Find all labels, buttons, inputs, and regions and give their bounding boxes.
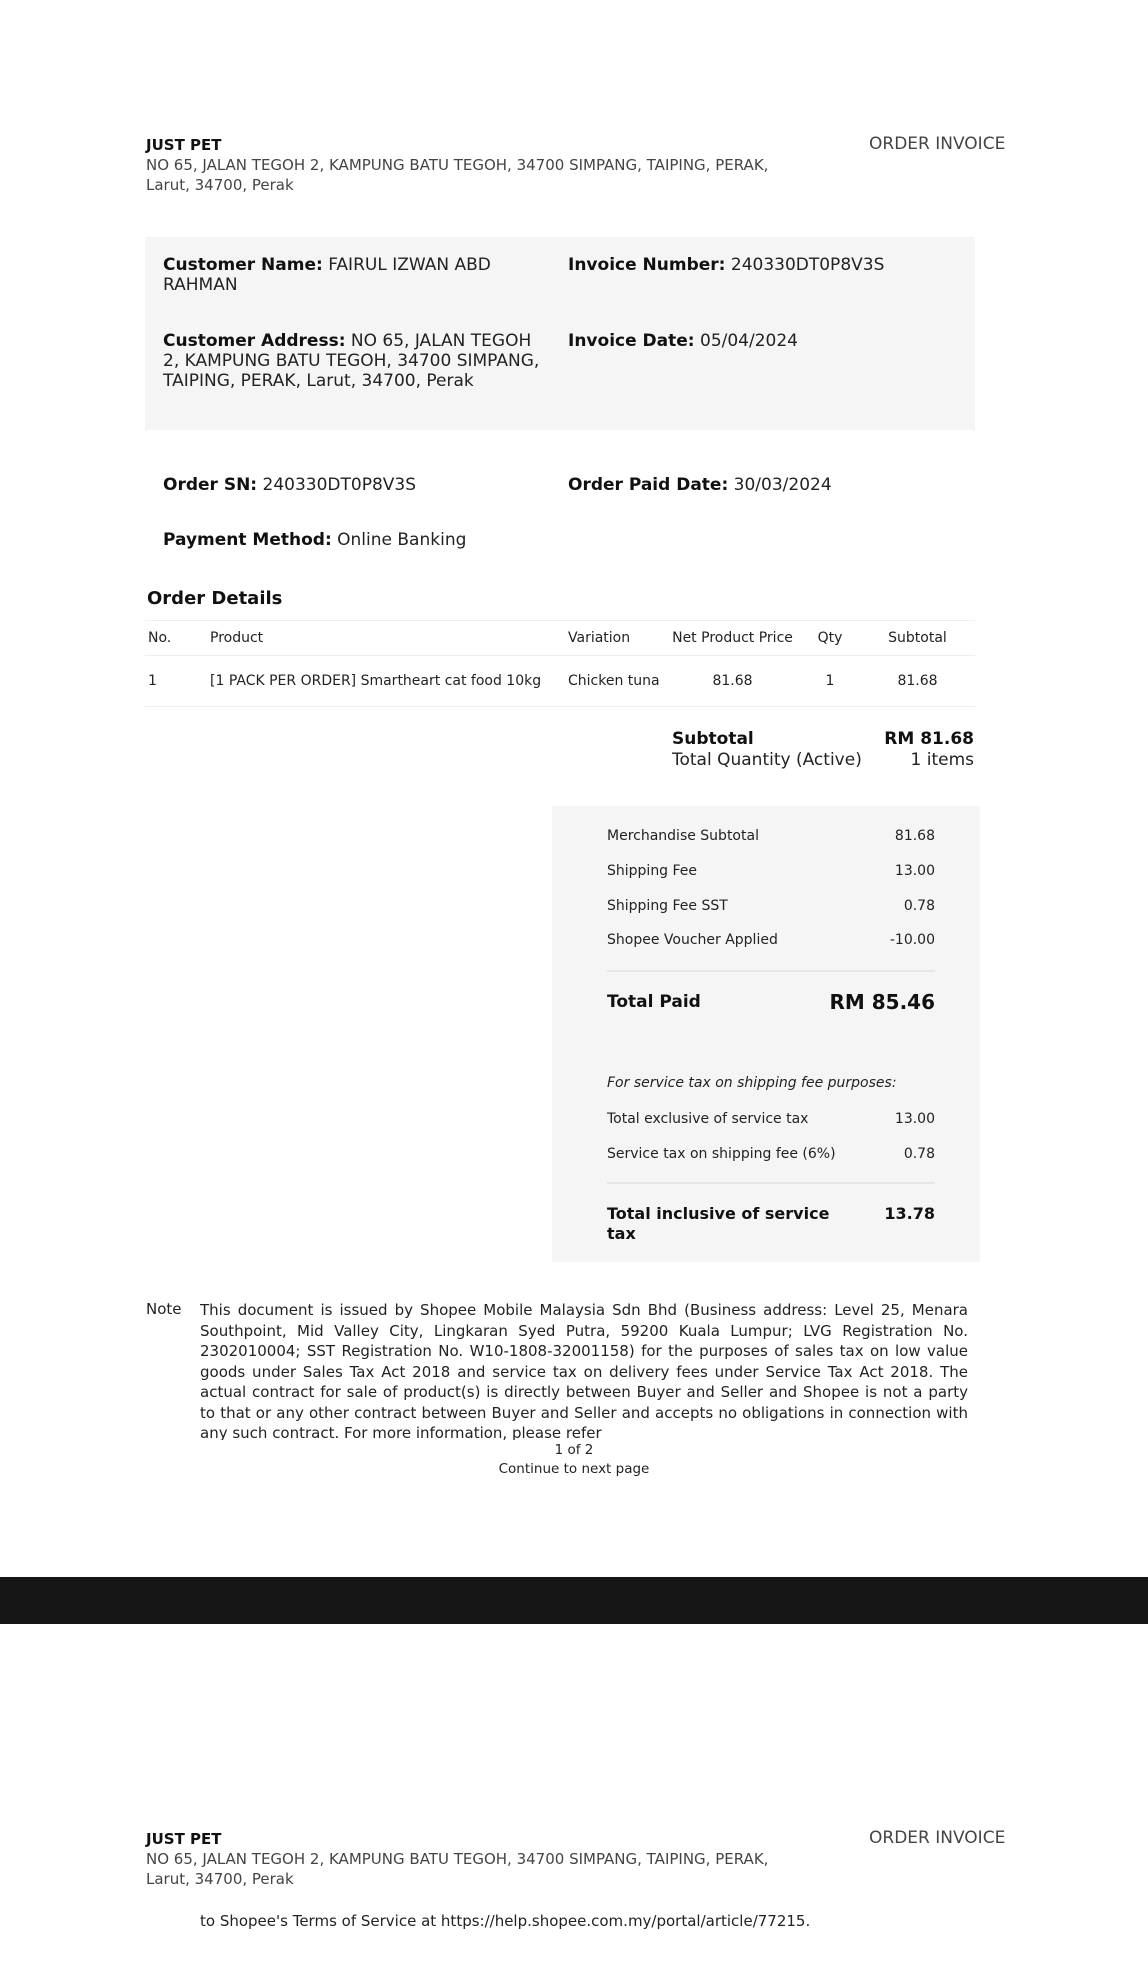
seller-address [146,155,768,195]
order-items-table [145,620,975,707]
voucher-label: Shopee Voucher Applied [607,932,778,948]
customer-address-label: Customer Address: [163,331,346,351]
merchandise-subtotal-label: Merchandise Subtotal [607,828,759,844]
customer-address-value: NO 65, JALAN TEGOH 2, KAMPUNG BATU TEGOH, 34700 SIMPANG, TAIPING, PERAK, Larut, 34700, Perak [163,331,540,391]
page-separator [0,1577,1148,1624]
note-continued: to Shopee's Terms of Service at https://help.shopee.com.my/portal/article/77215. [200,1912,811,1930]
row-qty: 1 [800,656,860,707]
invoice-date-label: Invoice Date: [568,331,695,351]
header-qty: Qty [800,621,860,656]
invoice-date [568,331,968,351]
voucher-value: -10.00 [889,932,935,948]
shipping-fee-sst-row [607,898,935,914]
subtotal-value: RM 81.68 [884,729,974,749]
service-tax-note: For service tax on shipping fee purposes: [607,1075,897,1091]
table-row [145,656,975,707]
payment-method [163,530,466,550]
invoice-date-value: 05/04/2024 [700,331,798,351]
shipping-fee-sst-value: 0.78 [903,898,935,914]
customer-name [163,255,543,295]
header-product: Product [207,621,565,656]
seller-address-line1: NO 65, JALAN TEGOH 2, KAMPUNG BATU TEGOH, 34700 SIMPANG, TAIPING, PERAK, [146,156,769,174]
header-subtotal: Subtotal [860,621,975,656]
exclusive-tax-row [607,1111,935,1127]
total-quantity-row [672,750,974,770]
row-subtotal: 81.68 [860,656,975,707]
payment-method-label: Payment Method: [163,530,332,550]
order-paid-date-value: 30/03/2024 [733,475,832,495]
total-quantity-label: Total Quantity (Active) [672,750,862,770]
row-variation: Chicken tuna [565,656,665,707]
subtotal-label: Subtotal [672,729,754,749]
row-net-price: 81.68 [665,656,800,707]
inclusive-tax-value: 13.78 [884,1204,935,1223]
header-net-price: Net Product Price [665,621,800,656]
voucher-row [607,932,935,948]
customer-name-label: Customer Name: [163,255,323,275]
continue-label: Continue to next page [498,1461,650,1477]
exclusive-tax-value: 13.00 [894,1111,935,1127]
customer-name-value: FAIRUL IZWAN ABD RAHMAN [163,255,491,295]
total-paid-label: Total Paid [607,992,701,1012]
shipping-fee-row [607,863,935,879]
service-tax-row [607,1146,935,1162]
invoice-number-label: Invoice Number: [568,255,726,275]
seller-name-page2: JUST PET [146,1830,222,1848]
invoice-number-value: 240330DT0P8V3S [730,255,885,275]
shipping-fee-label: Shipping Fee [607,863,698,879]
subtotal-row [672,729,974,749]
exclusive-tax-label: Total exclusive of service tax [607,1111,809,1127]
header-no: No. [145,621,207,656]
payment-method-value: Online Banking [337,530,467,550]
order-sn-value: 240330DT0P8V3S [262,475,417,495]
total-quantity-value: 1 items [910,750,974,770]
merchandise-subtotal-row [607,828,935,844]
inclusive-tax-label: Total inclusive of service tax [607,1204,830,1243]
order-sn [163,475,416,495]
total-paid-row [607,990,935,1014]
document-type: ORDER INVOICE [869,134,1006,154]
table-header-row [145,621,975,656]
page-number: 1 of 2 [554,1442,594,1458]
row-no: 1 [145,656,207,707]
payment-divider [607,970,935,972]
document-type-page2: ORDER INVOICE [869,1828,1006,1848]
note-text: This document is issued by Shopee Mobile Malaysia Sdn Bhd (Business address: Level 25, Menara Southpoint, Mid Valley City, Lingkaran Syed Putra, 59200 Kuala Lumpur; LVG Registration No. 2302010004; SST Registration No. W10-1808-32001158) for the purposes of sales tax on low value goods under Sales Tax Act 2018 and service tax on delivery fees under Service Tax Act 2018. The actual contract for sale of product(s) is directly between Buyer and Seller and Shopee is not a party to that or any other contract between Buyer and Seller and accepts no obligations in connection with any such contract. For more information, please refer [200,1301,968,1440]
order-details-title: Order Details [147,588,283,609]
order-sn-label: Order SN: [163,475,258,495]
order-paid-date-label: Order Paid Date: [568,475,729,495]
invoice-number [568,255,968,275]
header-variation: Variation [565,621,665,656]
total-paid-value: RM 85.46 [829,990,935,1014]
row-product: [1 PACK PER ORDER] Smartheart cat food 10kg [207,656,565,707]
tax-divider [607,1182,935,1184]
shipping-fee-value: 13.00 [894,863,935,879]
customer-address [163,331,548,391]
service-tax-value: 0.78 [903,1146,935,1162]
seller-address-line1-page2: NO 65, JALAN TEGOH 2, KAMPUNG BATU TEGOH, 34700 SIMPANG, TAIPING, PERAK, [146,1850,769,1868]
seller-name: JUST PET [146,136,222,154]
service-tax-label: Service tax on shipping fee (6%) [607,1146,836,1162]
inclusive-tax-row [607,1204,935,1244]
seller-address-line2: Larut, 34700, Perak [146,176,294,194]
order-paid-date [568,475,832,495]
merchandise-subtotal-value: 81.68 [894,828,935,844]
seller-address-line2-page2: Larut, 34700, Perak [146,1870,294,1888]
shipping-fee-sst-label: Shipping Fee SST [607,898,728,914]
seller-address-page2 [146,1849,768,1889]
note-label: Note [146,1300,182,1318]
